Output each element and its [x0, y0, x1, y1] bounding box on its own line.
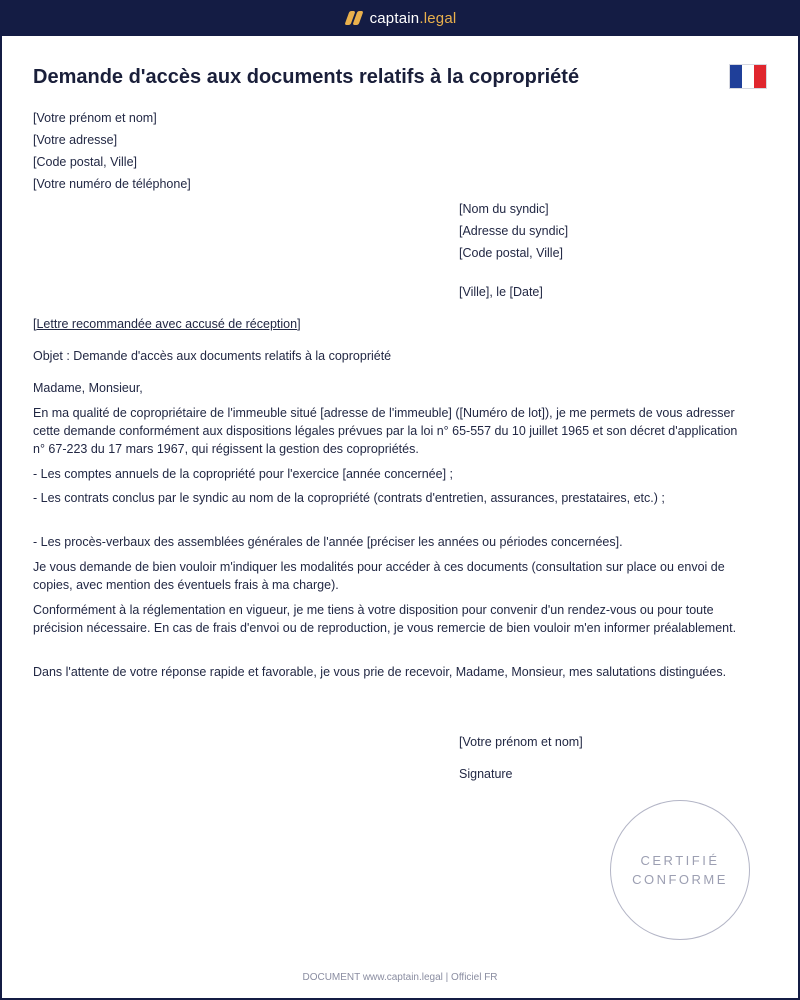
- closing-paragraph: Dans l'attente de votre réponse rapide et favorable, je vous prie de recevoir, Madame, Monsieur, mes salutations distinguées.: [33, 665, 727, 679]
- sender-name: [Votre prénom et nom]: [33, 111, 157, 125]
- request-paragraph: Je vous demande de bien vouloir m'indiquer les modalités pour accéder à ces documents (consultation sur place ou envoi de copies, avec mention des éventuels frais à ma charge).: [33, 560, 725, 592]
- signature-label: Signature: [459, 767, 513, 781]
- availability-paragraph: Conformément à la réglementation en vigueur, je me tiens à votre disposition pour convenir d'un rendez-vous ou pour toute précision nécessaire. En cas de frais d'envoi ou de reproduction, je vous remercie de bien vouloir m'en informer préalablement.: [33, 603, 737, 635]
- recipient-name: [Nom du syndic]: [459, 202, 549, 216]
- intro-paragraph: En ma qualité de copropriétaire de l'immeuble situé [adresse de l'immeuble] ([Numéro de lot]), je me permets de vous adresser cette demande conformément aux dispositions légales prévues par la loi n° 65-557 du 10 juillet 1965 et son décret d'application n° 67-223 du 17 mars 1967, qui régissent la gestion des copropriétés.: [33, 406, 738, 456]
- list-item: - Les contrats conclus par le syndic au nom de la copropriété (contrats d'entretien, assurances, prestataires, etc.) ;: [33, 491, 665, 505]
- salutation: Madame, Monsieur,: [33, 381, 143, 395]
- sender-city: [Code postal, Ville]: [33, 155, 137, 169]
- captain-legal-logo-icon: [344, 11, 362, 25]
- list-item: - Les comptes annuels de la copropriété pour l'exercice [année concernée] ;: [33, 467, 453, 481]
- document-page: [2, 36, 798, 998]
- sender-address: [Votre adresse]: [33, 133, 118, 147]
- sender-phone: [Votre numéro de téléphone]: [33, 177, 191, 191]
- recipient-address: [Adresse du syndic]: [459, 224, 569, 238]
- brand-tld: legal: [423, 9, 457, 27]
- stamp-line-2: CONFORME: [632, 872, 728, 887]
- top-bar: [0, 0, 800, 36]
- stamp-line-1: CERTIFIÉ: [640, 853, 720, 868]
- subject-line: Objet : Demande d'accès aux documents relatifs à la copropriété: [33, 349, 392, 363]
- document-title: Demande d'accès aux documents relatifs à la copropriété: [33, 66, 580, 88]
- list-item: - Les procès-verbaux des assemblées générales de l'année [préciser les années ou périodes concernées].: [33, 535, 623, 549]
- signature-name: [Votre prénom et nom]: [459, 735, 583, 749]
- place-date: [Ville], le [Date]: [459, 285, 543, 299]
- french-flag-icon: [729, 64, 767, 89]
- delivery-method: [Lettre recommandée avec accusé de réception]: [33, 317, 301, 331]
- brand-dot: .: [419, 9, 424, 27]
- document-footer: DOCUMENT www.captain.legal | Officiel FR: [302, 972, 498, 983]
- recipient-city: [Code postal, Ville]: [459, 246, 563, 260]
- brand-name[interactable]: [370, 10, 457, 27]
- brand-main: captain: [369, 9, 420, 27]
- certified-stamp: [610, 800, 750, 940]
